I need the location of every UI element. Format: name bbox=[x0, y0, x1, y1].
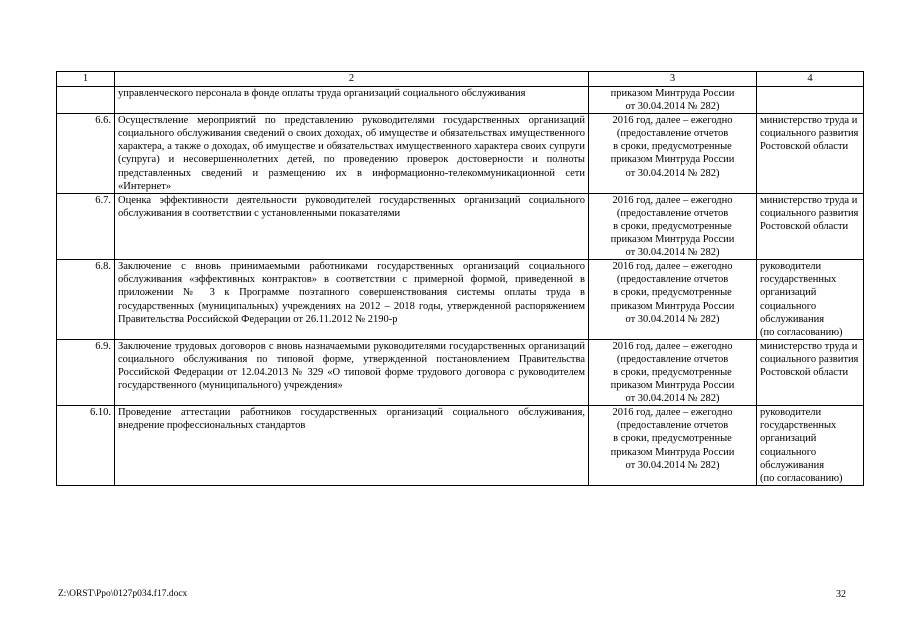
responsible-cell bbox=[757, 339, 864, 405]
table-row bbox=[57, 114, 864, 194]
responsible-line: социального развития bbox=[760, 128, 859, 140]
deadline-line: (предоставление отчетов bbox=[616, 353, 729, 365]
item-number: 6.7. bbox=[57, 193, 115, 259]
deadline-line: 2016 год, далее – ежегодно bbox=[612, 340, 733, 352]
responsible-line: социального развития bbox=[760, 353, 859, 365]
file-path: Z:\ORST\Ppo\0127p034.f17.docx bbox=[58, 589, 188, 599]
responsible-line: обслуживания bbox=[760, 313, 825, 325]
table-row bbox=[57, 260, 864, 340]
deadline-line: от 30.04.2014 № 282) bbox=[625, 313, 720, 325]
deadline-line: (предоставление отчетов bbox=[616, 274, 729, 286]
responsible-cell bbox=[757, 114, 864, 194]
deadline-line: в сроки, предусмотренные bbox=[613, 220, 732, 232]
action-description: управленческого персонала в фонде оплаты труда организаций социального обслуживания bbox=[115, 87, 589, 114]
deadline-cell bbox=[589, 193, 757, 259]
responsible-line: обслуживания bbox=[760, 459, 825, 471]
item-number: 6.6. bbox=[57, 114, 115, 194]
deadline-line: от 30.04.2014 № 282) bbox=[625, 393, 720, 405]
deadline-cell bbox=[589, 114, 757, 194]
deadline-line: приказом Минтруда России bbox=[610, 300, 735, 312]
deadline-line: от 30.04.2014 № 282) bbox=[625, 167, 720, 179]
deadline-line: приказом Минтруда России bbox=[610, 380, 735, 392]
action-description: Осуществление мероприятий по представлению руководителями государственных организаций социального обслуживания сведений о своих доходах, об имуществе и обязательствах имущественного характера, а также о доходах, об имуществе и обязательствах имущественного характера своих супруги (супруга) и несовершеннолетних детей, по проведению проверок достоверности и полноты представленных сведений и размещению их в информационно-телекоммуникационной сети «Интернет» bbox=[115, 114, 589, 194]
deadline-line: (предоставление отчетов bbox=[616, 128, 729, 140]
deadline-line: от 30.04.2014 № 282) bbox=[625, 459, 720, 471]
deadline-cell bbox=[589, 339, 757, 405]
deadline-line: в сроки, предусмотренные bbox=[613, 287, 732, 299]
measures-table bbox=[56, 71, 864, 486]
responsible-line: Ростовской области bbox=[760, 141, 849, 153]
deadline-line: в сроки, предусмотренные bbox=[613, 366, 732, 378]
page-number: 32 bbox=[836, 589, 846, 600]
responsible-line: организаций социального bbox=[760, 287, 817, 312]
responsible-cell bbox=[757, 260, 864, 340]
item-number: 6.8. bbox=[57, 260, 115, 340]
responsible-line: государственных bbox=[760, 420, 837, 432]
responsible-line: министерство труда и bbox=[760, 115, 858, 127]
action-description: Проведение аттестации работников государственных организаций социального обслуживания, внедрение профессиональных стандартов bbox=[115, 406, 589, 486]
responsible-cell bbox=[757, 193, 864, 259]
table-row bbox=[57, 406, 864, 486]
column-number-3: 3 bbox=[589, 72, 757, 87]
deadline-line: 2016 год, далее – ежегодно bbox=[612, 115, 733, 127]
item-number: 6.10. bbox=[57, 406, 115, 486]
column-number-row bbox=[57, 72, 864, 87]
responsible-line: (по согласованию) bbox=[760, 472, 843, 484]
responsible-cell bbox=[757, 87, 864, 114]
deadline-line: (предоставление отчетов bbox=[616, 420, 729, 432]
deadline-line: 2016 год, далее – ежегодно bbox=[612, 261, 733, 273]
responsible-line: (по согласованию) bbox=[760, 326, 843, 338]
responsible-cell bbox=[757, 406, 864, 486]
action-description: Заключение трудовых договоров с вновь назначаемыми руководителями государственных организаций социального обслуживания по типовой форме, утвержденной постановлением Правительства Российской Федерации от 12.04.2013 № 329 «О типовой форме трудового договора с руководителем государственного (муниципального) учреждения» bbox=[115, 339, 589, 405]
deadline-line: от 30.04.2014 № 282) bbox=[625, 101, 720, 113]
responsible-line: государственных bbox=[760, 274, 837, 286]
action-description: Оценка эффективности деятельности руководителей государственных организаций социального обслуживания в соответствии с установленными показателями bbox=[115, 193, 589, 259]
responsible-line: руководители bbox=[760, 407, 822, 419]
item-number: 6.9. bbox=[57, 339, 115, 405]
action-description: Заключение с вновь принимаемыми работниками государственных организаций социального обслуживания «эффективных контрактов» в соответствии с примерной формой, приведенной в приложении № 3 к Программе поэтапного совершенствования системы оплаты труда в государственных (муниципальных) учреждениях на 2012 – 2018 годы, утвержденной распоряжением Правительства Российской Федерации от 26.11.2012 № 2190-р bbox=[115, 260, 589, 340]
responsible-line: Ростовской области bbox=[760, 220, 849, 232]
deadline-line: в сроки, предусмотренные bbox=[613, 141, 732, 153]
column-number-4: 4 bbox=[757, 72, 864, 87]
responsible-line: организаций социального bbox=[760, 433, 817, 458]
deadline-line: 2016 год, далее – ежегодно bbox=[612, 407, 733, 419]
responsible-line: руководители bbox=[760, 261, 822, 273]
table-row bbox=[57, 339, 864, 405]
deadline-line: 2016 год, далее – ежегодно bbox=[612, 194, 733, 206]
responsible-line: социального развития bbox=[760, 207, 859, 219]
table-row bbox=[57, 193, 864, 259]
responsible-line: министерство труда и bbox=[760, 194, 858, 206]
deadline-line: приказом Минтруда России bbox=[610, 234, 735, 246]
item-number bbox=[57, 87, 115, 114]
deadline-line: от 30.04.2014 № 282) bbox=[625, 247, 720, 259]
column-number-1: 1 bbox=[57, 72, 115, 87]
responsible-line: Ростовской области bbox=[760, 366, 849, 378]
deadline-cell bbox=[589, 260, 757, 340]
deadline-cell bbox=[589, 87, 757, 114]
deadline-line: (предоставление отчетов bbox=[616, 207, 729, 219]
deadline-cell bbox=[589, 406, 757, 486]
deadline-line: приказом Минтруда России bbox=[610, 154, 735, 166]
responsible-line: министерство труда и bbox=[760, 340, 858, 352]
table-body bbox=[57, 87, 864, 486]
column-number-2: 2 bbox=[115, 72, 589, 87]
deadline-line: приказом Минтруда России bbox=[610, 88, 735, 99]
deadline-line: в сроки, предусмотренные bbox=[613, 433, 732, 445]
table-row bbox=[57, 87, 864, 114]
deadline-line: приказом Минтруда России bbox=[610, 446, 735, 458]
